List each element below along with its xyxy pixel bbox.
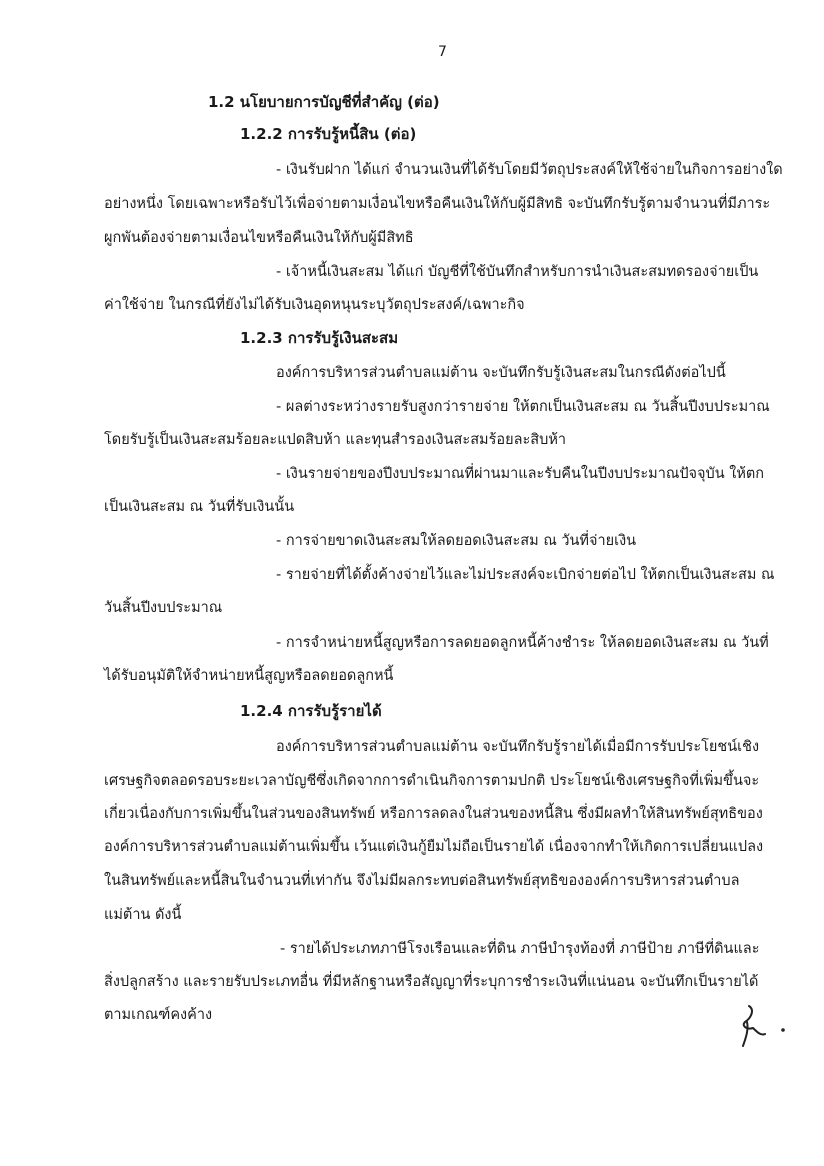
subsection-heading-1-2-2: 1.2.2 การรับรู้หนี้สิน (ต่อ): [240, 125, 417, 143]
paragraph-line: ค่าใช้จ่าย ในกรณีที่ยังไม่ได้รับเงินอุดหนุนระบุวัตถุประสงค์/เฉพาะกิจ: [104, 297, 525, 313]
paragraph-line: เป็นเงินสะสม ณ วันที่รับเงินนั้น: [104, 499, 295, 515]
paragraph-line: เศรษฐกิจตลอดรอบระยะเวลาบัญชีซึ่งเกิดจากการดำเนินกิจการตามปกติ ประโยชน์เชิงเศรษฐกิจที่เพิ่มขึ้นจะ: [104, 773, 760, 789]
paragraph-line: แม่ต้าน ดังนี้: [104, 907, 182, 923]
paragraph-line: - รายได้ประเภทภาษีโรงเรือนและที่ดิน ภาษีบำรุงท้องที่ ภาษีป้าย ภาษีที่ดินและ: [280, 941, 760, 957]
subsection-heading-1-2-3: 1.2.3 การรับรู้เงินสะสม: [240, 329, 399, 347]
paragraph-line: - รายจ่ายที่ได้ตั้งค้างจ่ายไว้และไม่ประสงค์จะเบิกจ่ายต่อไป ให้ตกเป็นเงินสะสม ณ: [276, 567, 775, 583]
paragraph-line: วันสิ้นปีงบประมาณ: [104, 600, 223, 616]
subsection-heading-1-2-4: 1.2.4 การรับรู้รายได้: [240, 702, 382, 720]
paragraph-line: อย่างหนึ่ง โดยเฉพาะหรือรับไว้เพื่อจ่ายตามเงื่อนไขหรือคืนเงินให้กับผู้มีสิทธิ จะบันทึกรับรู้ตามจำนวนที่มีภาระ: [104, 196, 771, 212]
paragraph-line: - การจ่ายขาดเงินสะสมให้ลดยอดเงินสะสม ณ วันที่จ่ายเงิน: [276, 533, 637, 549]
paragraph-line: โดยรับรู้เป็นเงินสะสมร้อยละแปดสิบห้า และทุนสำรองเงินสะสมร้อยละสิบห้า: [104, 432, 567, 448]
paragraph-line: สิ่งปลูกสร้าง และรายรับประเภทอื่น ที่มีหลักฐานหรือสัญญาที่ระบุการชำระเงินที่แน่นอน จะบันทึกเป็นรายได้: [104, 974, 759, 990]
paragraph-line: ได้รับอนุมัติให้จำหน่ายหนี้สูญหรือลดยอดลูกหนี้: [104, 668, 394, 684]
paragraph-line: - เจ้าหนี้เงินสะสม ได้แก่ บัญชีที่ใช้บันทึกสำหรับการนำเงินสะสมทดรองจ่ายเป็น: [276, 264, 759, 280]
paragraph-line: องค์การบริหารส่วนตำบลแม่ต้าน จะบันทึกรับรู้รายได้เมื่อมีการรับประโยชน์เชิง: [276, 739, 760, 755]
paragraph-line: ในสินทรัพย์และหนี้สินในจำนวนที่เท่ากัน จึงไม่มีผลกระทบต่อสินทรัพย์สุทธิขององค์การบริหารส่วนตำบล: [104, 873, 740, 889]
paragraph-line: - เงินรับฝาก ได้แก่ จำนวนเงินที่ได้รับโดยมีวัตถุประสงค์ให้ใช้จ่ายในกิจการอย่างใด: [276, 162, 783, 178]
paragraph-line: ตามเกณฑ์คงค้าง: [104, 1007, 213, 1023]
paragraph-line: - การจำหน่ายหนี้สูญหรือการลดยอดลูกหนี้ค้างชำระ ให้ลดยอดเงินสะสม ณ วันที่: [276, 635, 769, 651]
section-heading-1-2: 1.2 นโยบายการบัญชีที่สำคัญ (ต่อ): [208, 93, 440, 111]
page-number: 7: [438, 44, 447, 60]
signature-initial: [735, 1000, 795, 1050]
paragraph-line: องค์การบริหารส่วนตำบลแม่ต้าน จะบันทึกรับรู้เงินสะสมในกรณีดังต่อไปนี้: [276, 365, 726, 381]
paragraph-line: ผูกพันต้องจ่ายตามเงื่อนไขหรือคืนเงินให้กับผู้มีสิทธิ: [104, 230, 414, 246]
paragraph-line: - ผลต่างระหว่างรายรับสูงกว่ารายจ่าย ให้ตกเป็นเงินสะสม ณ วันสิ้นปีงบประมาณ: [276, 399, 770, 415]
paragraph-line: - เงินรายจ่ายของปีงบประมาณที่ผ่านมาและรับคืนในปีงบประมาณปัจจุบัน ให้ตก: [276, 466, 765, 482]
paragraph-line: องค์การบริหารส่วนตำบลแม่ต้านเพิ่มขึ้น เว้นแต่เงินกู้ยืมไม่ถือเป็นรายได้ เนื่องจากทำให้เกิดการเปลี่ยนแปลง: [104, 839, 764, 855]
paragraph-line: เกี่ยวเนื่องกับการเพิ่มขึ้นในส่วนของสินทรัพย์ หรือการลดลงในส่วนของหนี้สิน ซึ่งมีผลทำให้สินทรัพย์สุทธิของ: [104, 806, 763, 822]
